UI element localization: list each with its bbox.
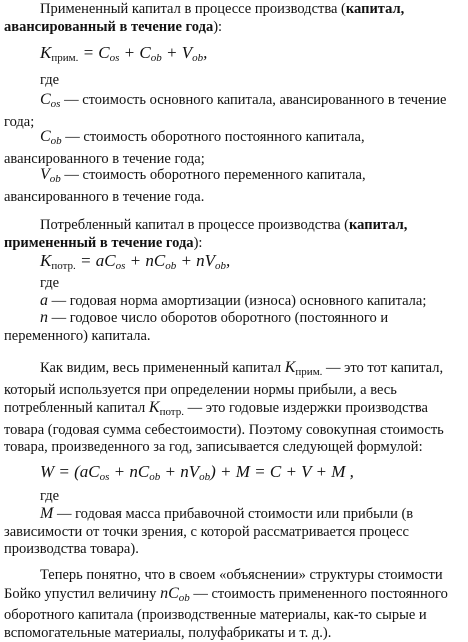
formula-applied-capital: Kприм. = $C_{os} + C_{ob} + V_{ob}$, — [40, 43, 208, 64]
where-label-2: где — [40, 275, 60, 291]
definition-n: n — годовое число оборотов оборотного (постоянного и переменного) капитала. — [4, 309, 389, 344]
formula-consumed-capital: Kпотр. = $aC_{os} + nC_{ob} + nV_{ob}$, — [40, 251, 231, 272]
definition-cob: $C_{ob}$ — стоимость оборотного постоянного капитала, авансированного в течение года; — [4, 128, 365, 167]
paragraph-consumed-capital: Потребленный капитал в процессе производства (капитал, примененный в течение года): — [4, 217, 408, 251]
where-label-1: где — [40, 72, 60, 88]
definition-cos: $C_{os}$ — стоимость основного капитала, авансированного в течение года; — [4, 91, 447, 130]
where-label-3: где — [40, 488, 60, 504]
bold-term-applied-capital: капитал, примененный в течение года — [4, 217, 408, 251]
paragraph-applied-capital: Примененный капитал в процессе производства (капитал, авансированный в течение года): — [4, 1, 405, 35]
definition-a: a — годовая норма амортизации (износа) основного капитала; — [40, 292, 427, 309]
bold-term-advanced-capital: капитал, авансированный в течение года — [4, 1, 405, 35]
paragraph-explanation: Как видим, весь примененный капитал Kприм. — это тот капитал, который используется при определении нормы прибыли, а весь потребленный капитал Kпотр. — это годовые издержки производства товара (годовая сумма себестоимости). Поэтому совокупная стоимость товара, произведенного за год, записывается следующей формулой: — [4, 359, 444, 455]
paragraph-conclusion: Теперь понятно, что в своем «объяснении» структуры стоимости Бойко упустил величину $nC_{ob}$ — стоимость примененного постоянного оборотного капитала (производственные материалы, как-то сырые и вспомогательные материалы, полуфабрикаты и т. д.). — [4, 567, 448, 641]
formula-total-value: $W = (aC_{os} + nC_{ob} + nV_{ob}) + M = C + V + M$ , — [40, 462, 354, 483]
definition-vob: $V_{ob}$ — стоимость оборотного переменного капитала, авансированного в течение года. — [4, 166, 366, 205]
definition-m: M — годовая масса прибавочной стоимости или прибыли (в зависимости от точки зрения, с которой рассматривается процесс производства товара). — [4, 505, 414, 557]
